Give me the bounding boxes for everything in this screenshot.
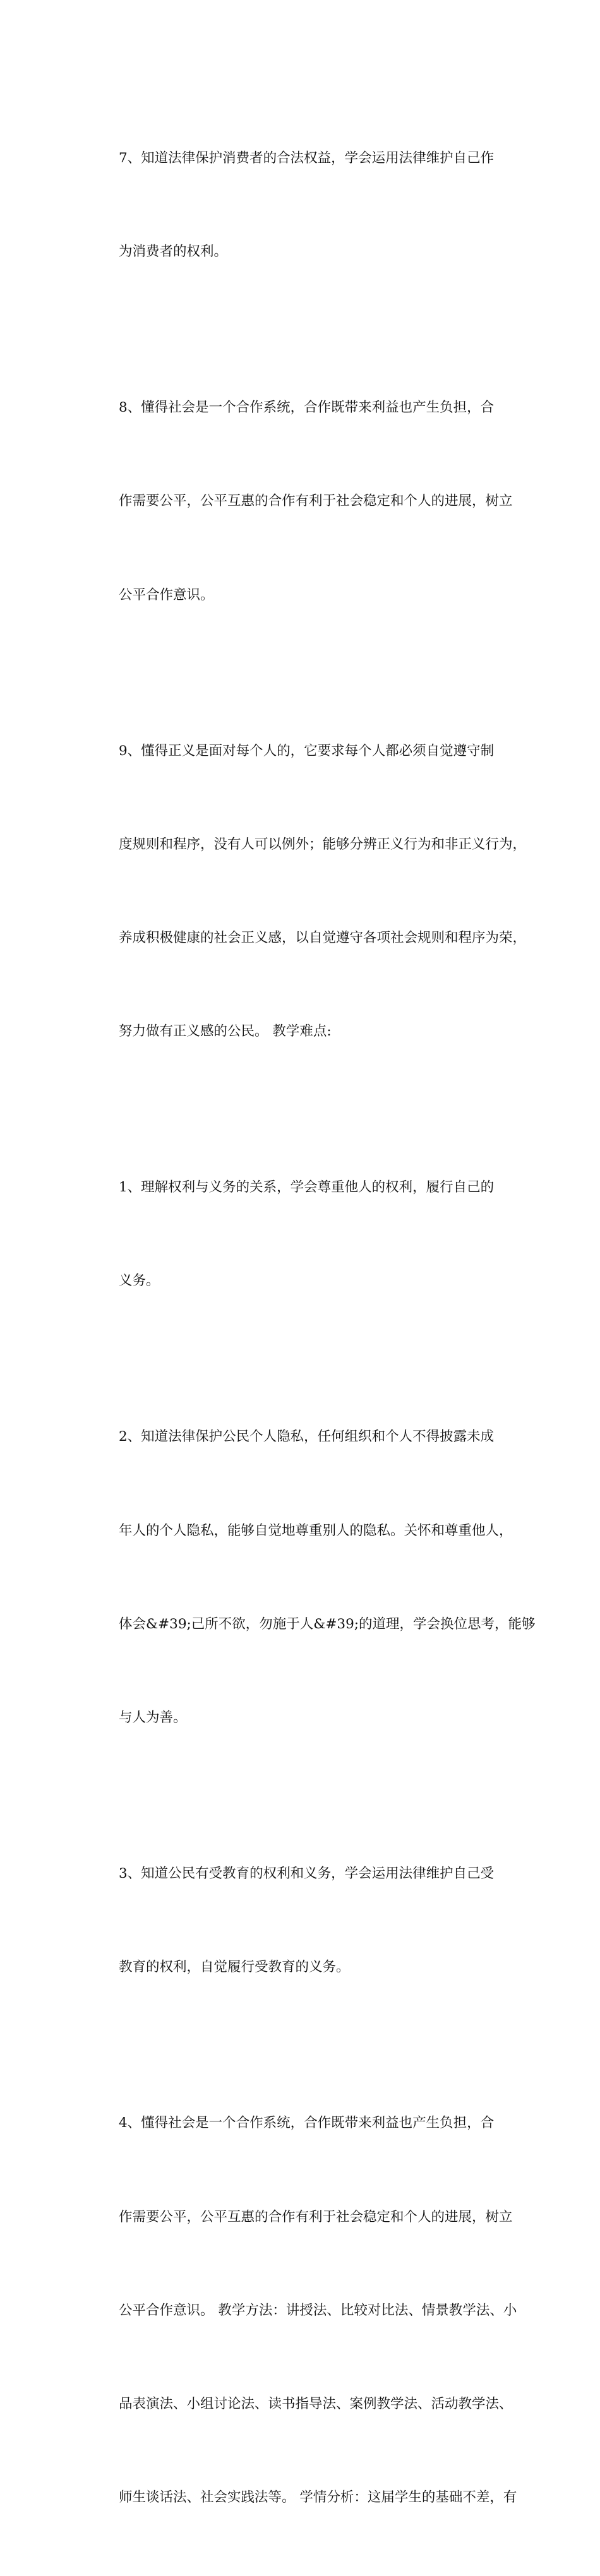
- paragraph-difficulty-2: [92, 1359, 536, 1796]
- text-line: 公平合作意识。 教学方法：讲授法、比较对比法、情景教学法、小: [119, 2302, 517, 2318]
- text-line: 2、知道法律保护公民个人隐私，任何组织和个人不得披露未成: [119, 1429, 495, 1445]
- text-line: 4、懂得社会是一个合作系统，合作既带来利益也产生负担，合: [119, 2115, 495, 2132]
- paragraph-difficulty-4: [92, 2046, 521, 2576]
- text-line: 7、知道法律保护消费者的合法权益，学会运用法律维护自己作: [119, 150, 495, 166]
- text-line: 1、理解权利与义务的关系，学会尊重他人的权利，履行自己的: [119, 1179, 495, 1196]
- document-body: [92, 80, 536, 2576]
- text-line: 养成积极健康的社会正义感，以自觉遵守各项社会规则和程序为荣，: [119, 929, 527, 946]
- text-line: 与人为善。: [119, 1710, 187, 1726]
- text-line: 努力做有正义感的公民。 教学难点:: [119, 1023, 332, 1040]
- text-line: 义务。: [119, 1273, 160, 1289]
- text-line: 品表演法、小组讨论法、读书指导法、案例教学法、活动教学法、: [119, 2396, 513, 2412]
- text-line: 9、懂得正义是面对每个人的，它要求每个人都必须自觉遵守制: [119, 742, 495, 759]
- text-line: 公平合作意识。: [119, 587, 214, 603]
- paragraph-item-7: [92, 80, 521, 330]
- text-line: 体会&#39;己所不欲，勿施于人&#39;的道理，学会换位思考，能够: [119, 1616, 536, 1632]
- text-line: 3、知道公民有受教育的权利和义务，学会运用法律维护自己受: [119, 1866, 495, 1882]
- paragraph-difficulty-3: [92, 1796, 521, 2045]
- paragraph-difficulty-1: [92, 1109, 521, 1359]
- text-line: 教育的权利，自觉履行受教育的义务。: [119, 1959, 350, 1976]
- paragraph-item-8: [92, 330, 521, 672]
- text-line: 度规则和程序，没有人可以例外；能够分辨正义行为和非正义行为，: [119, 836, 527, 852]
- paragraph-item-9: [92, 673, 527, 1110]
- text-line: 作需要公平，公平互惠的合作有利于社会稳定和个人的进展，树立: [119, 493, 513, 510]
- text-line: 8、懂得社会是一个合作系统，合作既带来利益也产生负担，合: [119, 400, 495, 416]
- text-line: 师生谈话法、社会实践法等。 学情分析：这届学生的基础不差，有: [119, 2490, 517, 2506]
- text-line: 作需要公平，公平互惠的合作有利于社会稳定和个人的进展，树立: [119, 2209, 513, 2225]
- text-line: 为消费者的权利。: [119, 244, 228, 260]
- text-line: 年人的个人隐私，能够自觉地尊重别人的隐私。关怀和尊重他人，: [119, 1522, 513, 1539]
